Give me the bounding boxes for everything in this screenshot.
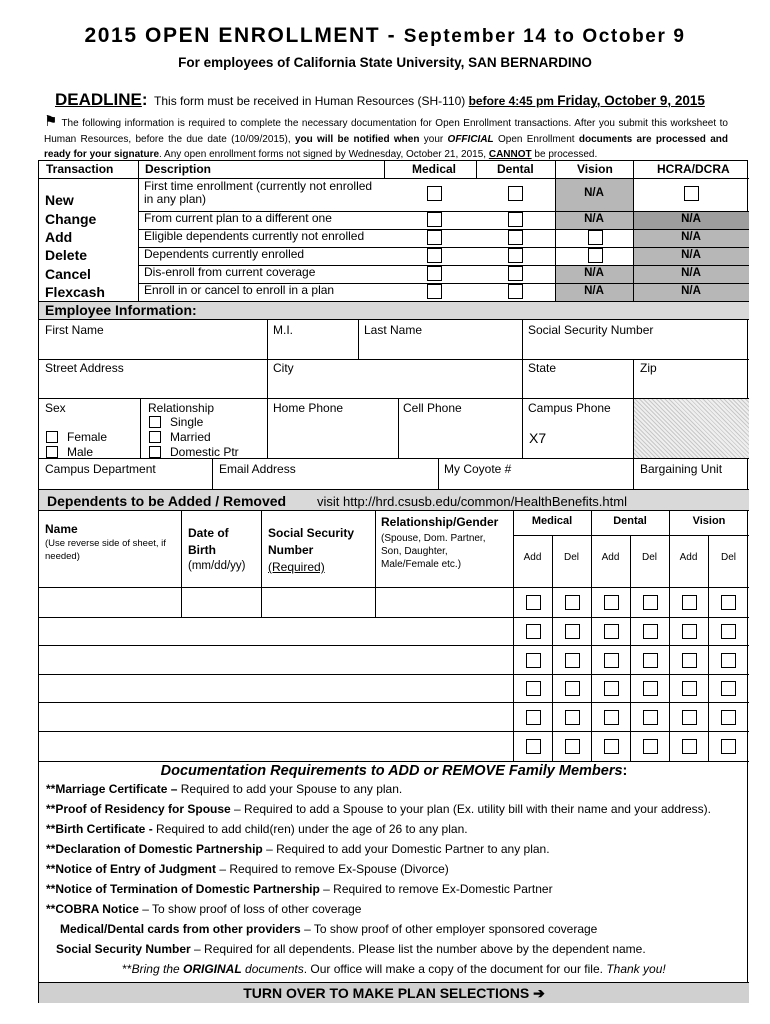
add-label: Add [601,552,620,563]
hatched-area [634,399,749,458]
dep-vision-header: Vision [692,515,726,527]
dependent-4-dental-del-checkbox[interactable] [643,681,658,696]
add-medical-checkbox[interactable] [427,230,442,245]
dependent-1-dental-del-checkbox[interactable] [643,595,658,610]
flexcash-dental-checkbox[interactable] [508,284,523,299]
doc-item: **Proof of Residency for Spouse – Required to add a Spouse to your plan (Ex. utility bill with their name and your address). [46,802,711,816]
na-label: N/A [584,187,604,199]
flexcash-medical-checkbox[interactable] [427,284,442,299]
campus-phone-field[interactable]: Campus Phone [528,401,611,415]
dependent-5-vision-add-checkbox[interactable] [682,710,697,725]
domestic-ptr-checkbox[interactable] [149,446,161,458]
dependent-2-dental-del-checkbox[interactable] [643,624,658,639]
add-dental-checkbox[interactable] [508,230,523,245]
street-address-field[interactable]: Street Address [45,361,124,375]
single-checkbox[interactable] [149,416,161,428]
dependent-2-dental-add-checkbox[interactable] [604,624,619,639]
dependent-6-medical-del-checkbox[interactable] [565,739,580,754]
transaction-delete: Delete [45,247,88,263]
form-title: 2015 OPEN ENROLLMENT - September 14 to October 9 [84,24,686,47]
coyote-id-field[interactable]: My Coyote # [444,462,512,476]
dependent-2-vision-add-checkbox[interactable] [682,624,697,639]
new-hcra-checkbox[interactable] [684,186,699,201]
instructions-paragraph: ⚑ The following information is required to complete the necessary documentation for Open Enrollment transactions. After you submit this worksheet to Human Resources, before the due date (10/09/2015), you will be notified when your OFFICIAL Open Enrollment documents are processed and ready for your signature. Any open enrollment forms not signed by Wednesday, October 21, 2015, CANNOT be processed. [44,113,728,160]
doc-item: **COBRA Notice – To show proof of loss of other coverage [46,902,362,916]
relationship-label: Relationship [148,401,215,415]
dependent-5-dental-del-checkbox[interactable] [643,710,658,725]
dep-dob-header: Date of [188,526,229,540]
dependent-3-dental-del-checkbox[interactable] [643,653,658,668]
doc-item: **Marriage Certificate – Required to add your Spouse to any plan. [46,782,403,796]
campus-phone-prefix: X7 [529,430,547,446]
enrollment-form: Transaction Description Medical Dental Vision HCRA/DCRA New Change Add Delete Cancel Flexcash First time enrollment (currently not enrolled in any plan) From current plan to a different one Eligible dependents currently not enrolled Dependents currently enrolled Dis-enroll from current coverage Enroll in or cancel to enroll in a plan N/A N/A N/A N/A N/A N/A N/A N/A N/A Employee Information: First Name M.I. Last Name Social Security Number Street Address City State Zip Sex Female Male Relationship Single Married Domestic Ptr Home Phone Cell Phone Campus Phone X7 Campus Department Email Address My Coyote # Bargaining Unit Dependents to be Added / Removed visit http://hrd.csusb.edu/common/HealthBenefits.html Name (Use reverse side of sheet, if needed) Date of Birth (mm/dd/yy) Social Security Number (Required) Relationship/Gender (Spouse, Dom. Partner, Son, Daughter, Male/Female etc.) Medical Dental Vision Add Del Add Del Add Del Documentation Requirements to ADD or REMOVE Family Members: **Marriage Certificate – Required to add your Spouse to any plan. **Proof of Residency for Spouse – Required to add a Spouse to your plan (Ex. utility bill with their name and your address). **Birth Certificate - Required to add child(ren) under the age of 26 to any plan. **Declaration of Domestic Partnership – Required to add your Domestic Partner to any plan. **Notice of Entry of Judgment – Required to remove Ex-Spouse (Divorce) **Notice of Termination of Domestic Partnership – Required to remove Ex-Domestic Partner **COBRA Notice – To show proof of loss of other coverage Medical/Dental cards from other providers – To show proof of other employer sponsored coverage Social Security Number – Required for all dependents. Please list the number above by the dependent name. **Bring the ORIGINAL documents. Our office will make a copy of the document for our file. Thank you! TURN OVER TO MAKE PLAN SELECTIONS ➔ [38,160,748,1003]
col-medical: Medical [412,162,457,176]
dependent-5-medical-del-checkbox[interactable] [565,710,580,725]
arrow-right-icon: ➔ [533,985,545,1001]
mi-field[interactable]: M.I. [273,323,293,337]
dependent-1-medical-add-checkbox[interactable] [526,595,541,610]
dependent-6-vision-add-checkbox[interactable] [682,739,697,754]
dep-relationship-header: Relationship/Gender [381,515,499,529]
dep-name-note: needed) [45,551,80,562]
change-dental-checkbox[interactable] [508,212,523,227]
transaction-change: Change [45,211,97,227]
new-dental-checkbox[interactable] [508,186,523,201]
dependent-3-vision-add-checkbox[interactable] [682,653,697,668]
dependent-6-dental-del-checkbox[interactable] [643,739,658,754]
doc-item: **Notice of Termination of Domestic Partnership – Required to remove Ex-Domestic Partner [46,882,553,896]
doc-item: Medical/Dental cards from other providers – To show proof of other employer sponsored coverage [60,922,598,936]
desc-new: First time enrollment (currently not enrolled in any plan) [144,179,373,206]
dependent-1-medical-del-checkbox[interactable] [565,595,580,610]
first-name-field[interactable]: First Name [45,323,104,337]
domestic-ptr-label: Domestic Ptr [170,445,239,459]
new-medical-checkbox[interactable] [427,186,442,201]
transaction-new: New [45,192,74,208]
employee-section-title: Employee Information: [45,302,197,318]
add-label: Add [523,552,542,563]
na-label: N/A [681,213,701,225]
documentation-title: Documentation Requirements to ADD or REMOVE Family Members: [160,763,628,779]
col-hcra-dcra: HCRA/DCRA [657,162,730,176]
dependent-4-dental-add-checkbox[interactable] [604,681,619,696]
delete-dental-checkbox[interactable] [508,248,523,263]
dependent-4-medical-del-checkbox[interactable] [565,681,580,696]
turn-over-banner: TURN OVER TO MAKE PLAN SELECTIONS ➔ [39,982,749,1003]
dependents-section-title: Dependents to be Added / Removed [47,493,287,509]
col-description: Description [145,162,212,176]
na-label: N/A [584,213,604,225]
dependent-4-medical-add-checkbox[interactable] [526,681,541,696]
dependent-1-vision-del-checkbox[interactable] [721,595,736,610]
add-label: Add [679,552,698,563]
dependent-3-dental-add-checkbox[interactable] [604,653,619,668]
delete-medical-checkbox[interactable] [427,248,442,263]
col-transaction: Transaction [46,162,114,176]
form-subtitle: For employees of California State University, SAN BERNARDINO [178,55,592,70]
transaction-flexcash: Flexcash [45,284,105,300]
male-label: Male [67,445,94,459]
na-label: N/A [584,285,604,297]
bargaining-unit-field[interactable]: Bargaining Unit [640,462,723,476]
dependent-5-dental-add-checkbox[interactable] [604,710,619,725]
dependent-2-vision-del-checkbox[interactable] [721,624,736,639]
dep-medical-header: Medical [531,515,573,527]
dependent-1-vision-add-checkbox[interactable] [682,595,697,610]
single-label: Single [170,415,204,429]
deadline-line: DEADLINE: This form must be received in Human Resources (SH-110) before 4:45 pm Friday, October 9, 2015 [55,90,705,109]
flag-icon: ⚑ [44,113,58,130]
doc-item: **Notice of Entry of Judgment – Required to remove Ex-Spouse (Divorce) [46,862,449,876]
email-field[interactable]: Email Address [219,462,296,476]
dep-name-note: (Use reverse side of sheet, if [45,538,166,549]
dep-ssn-header: Social Security [268,526,355,540]
desc-flexcash: Enroll in or cancel to enroll in a plan [144,283,335,297]
dependent-4-vision-add-checkbox[interactable] [682,681,697,696]
dep-name-header: Name [45,522,78,536]
dep-dental-header: Dental [613,515,647,527]
cancel-dental-checkbox[interactable] [508,266,523,281]
col-vision: Vision [577,162,613,176]
dependent-2-medical-del-checkbox[interactable] [565,624,580,639]
desc-change: From current plan to a different one [144,211,332,225]
na-label: N/A [681,249,701,261]
desc-cancel: Dis-enroll from current coverage [144,265,316,279]
desc-add: Eligible dependents currently not enrolled [144,229,365,243]
transaction-add: Add [45,229,73,245]
na-label: N/A [681,285,701,297]
del-label: Del [641,552,657,563]
dependent-4-vision-del-checkbox[interactable] [721,681,736,696]
doc-item: **Birth Certificate - Required to add child(ren) under the age of 26 to any plan. [46,822,468,836]
doc-item: Social Security Number – Required for all dependents. Please list the number above by the dependent name. [56,942,646,956]
dependent-5-vision-del-checkbox[interactable] [721,710,736,725]
zip-field[interactable]: Zip [640,361,657,375]
sex-label: Sex [45,401,66,415]
dependent-1-dental-add-checkbox[interactable] [604,595,619,610]
married-checkbox[interactable] [149,431,161,443]
del-label: Del [720,552,736,563]
female-checkbox[interactable] [46,431,58,443]
cancel-medical-checkbox[interactable] [427,266,442,281]
add-vision-checkbox[interactable] [588,230,603,245]
health-benefits-link[interactable]: visit http://hrd.csusb.edu/common/HealthBenefits.html [317,494,627,509]
female-label: Female [67,430,108,444]
ssn-field[interactable]: Social Security Number [528,323,654,337]
cell-phone-field[interactable]: Cell Phone [403,401,462,415]
desc-delete: Dependents currently enrolled [144,247,305,261]
campus-department-field[interactable]: Campus Department [45,462,156,476]
dependent-6-vision-del-checkbox[interactable] [721,739,736,754]
doc-item: **Declaration of Domestic Partnership – Required to add your Domestic Partner to any plan. [46,842,550,856]
city-field[interactable]: City [273,361,294,375]
dependent-3-medical-add-checkbox[interactable] [526,653,541,668]
na-label: N/A [681,267,701,279]
dependent-2-medical-add-checkbox[interactable] [526,624,541,639]
col-dental: Dental [497,162,534,176]
deadline-label: DEADLINE [55,90,142,109]
na-label: N/A [584,267,604,279]
change-medical-checkbox[interactable] [427,212,442,227]
delete-vision-checkbox[interactable] [588,248,603,263]
home-phone-field[interactable]: Home Phone [273,401,344,415]
dependent-3-medical-del-checkbox[interactable] [565,653,580,668]
transaction-cancel: Cancel [45,266,91,282]
na-label: N/A [681,231,701,243]
dependent-3-vision-del-checkbox[interactable] [721,653,736,668]
dependent-6-medical-add-checkbox[interactable] [526,739,541,754]
dependent-5-medical-add-checkbox[interactable] [526,710,541,725]
dependent-6-dental-add-checkbox[interactable] [604,739,619,754]
state-field[interactable]: State [528,361,557,375]
married-label: Married [170,430,211,444]
last-name-field[interactable]: Last Name [364,323,423,337]
original-documents-note: **Bring the ORIGINAL documents. Our office will make a copy of the document for our file. Thank you! [122,962,666,976]
male-checkbox[interactable] [46,446,58,458]
del-label: Del [563,552,579,563]
